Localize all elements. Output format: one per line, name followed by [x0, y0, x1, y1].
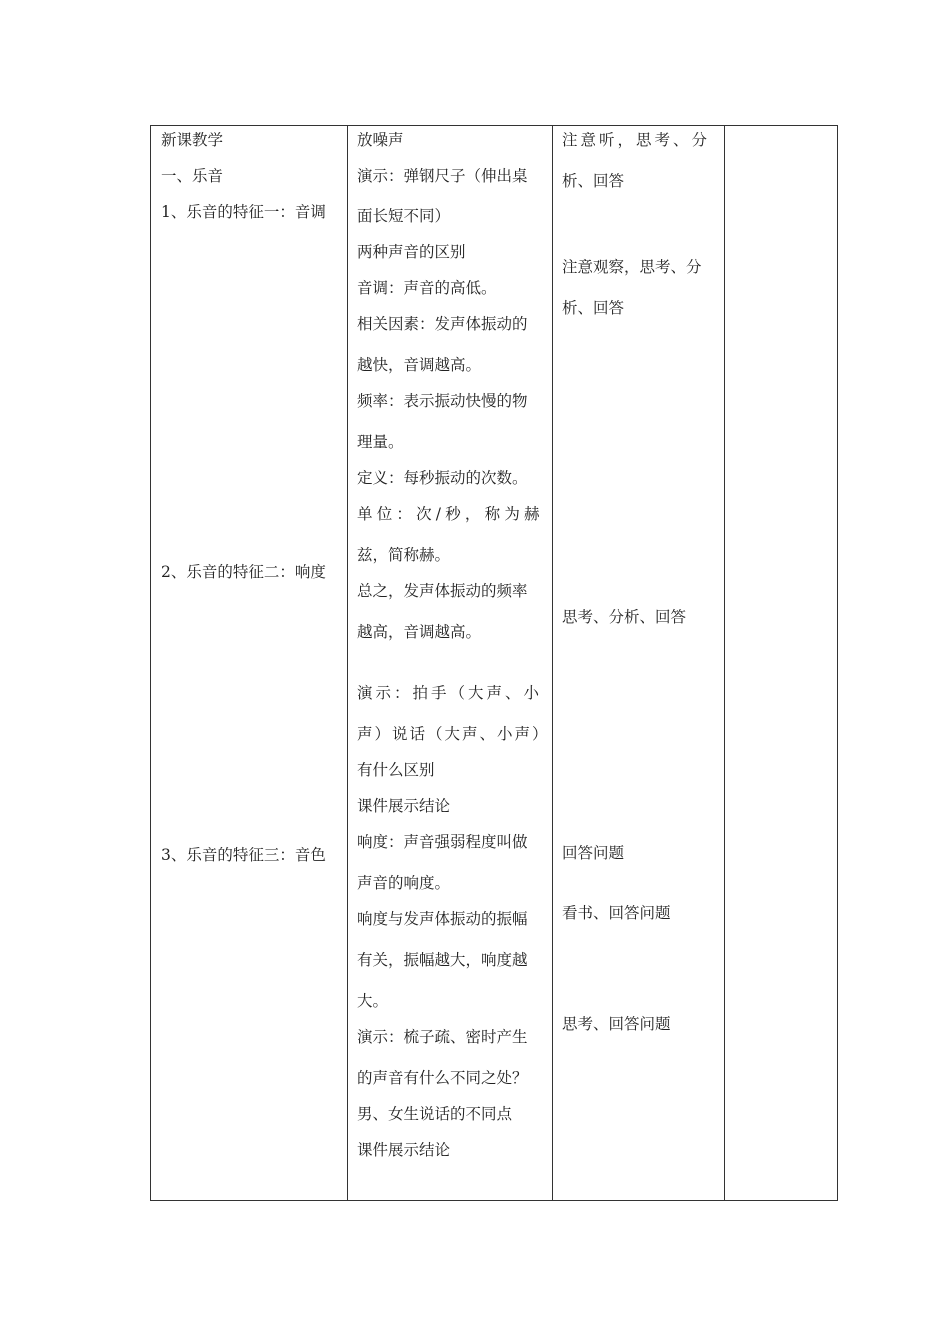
content-section: 一、乐音 [161, 167, 224, 185]
student-line: 注意听，思考、分 [562, 131, 711, 149]
teacher-line: 有关，振幅越大，响度越 [357, 951, 528, 969]
student-line: 思考、回答问题 [562, 1015, 671, 1033]
teacher-line: 相关因素：发声体振动的 [357, 315, 528, 333]
teacher-line: 面长短不同） [357, 207, 451, 225]
teacher-line: 演示：弹钢尺子（伸出桌 [357, 167, 528, 185]
teacher-line: 总之，发声体振动的频率 [357, 582, 528, 600]
student-line: 回答问题 [562, 844, 625, 862]
lesson-plan-table [150, 125, 838, 1201]
teacher-line: 有什么区别 [357, 761, 435, 779]
student-line: 看书、回答问题 [562, 904, 671, 922]
teacher-line: 响度与发声体振动的振幅 [357, 910, 528, 928]
teacher-line: 放噪声 [357, 131, 404, 149]
teacher-line: 男、女生说话的不同点 [357, 1105, 513, 1123]
student-line: 思考、分析、回答 [562, 608, 687, 626]
content-feature-pitch: 1、乐音的特征一：音调 [161, 203, 326, 221]
teacher-line: 兹，简称赫。 [357, 546, 451, 564]
teacher-line: 大。 [357, 992, 389, 1010]
column-divider-2 [552, 126, 553, 1200]
teacher-line: 课件展示结论 [357, 1141, 451, 1159]
teacher-line: 课件展示结论 [357, 797, 451, 815]
teacher-line: 单位：次/秒，称为赫 [357, 505, 544, 523]
teacher-line: 响度：声音强弱程度叫做 [357, 833, 528, 851]
content-feature-timbre: 3、乐音的特征三：音色 [161, 846, 326, 864]
teacher-line: 声音的响度。 [357, 874, 451, 892]
teacher-line: 频率：表示振动快慢的物 [357, 392, 528, 410]
teacher-line: 两种声音的区别 [357, 243, 466, 261]
teacher-line: 定义：每秒振动的次数。 [357, 469, 528, 487]
teacher-line: 声）说话（大声、小声） [357, 725, 550, 743]
teacher-line: 演示：拍手（大声、小 [357, 684, 543, 702]
teacher-line: 理量。 [357, 433, 404, 451]
column-divider-1 [347, 126, 348, 1200]
content-heading: 新课教学 [161, 131, 224, 149]
student-line: 析、回答 [562, 172, 625, 190]
teacher-line: 音调：声音的高低。 [357, 279, 497, 297]
teacher-line: 越高，音调越高。 [357, 623, 482, 641]
teacher-line: 的声音有什么不同之处？ [357, 1069, 528, 1087]
student-line: 注意观察，思考、分 [562, 258, 702, 276]
content-feature-loudness: 2、乐音的特征二：响度 [161, 563, 326, 581]
student-line: 析、回答 [562, 299, 625, 317]
teacher-line: 越快，音调越高。 [357, 356, 482, 374]
teacher-line: 演示：梳子疏、密时产生 [357, 1028, 528, 1046]
column-divider-3 [724, 126, 725, 1200]
